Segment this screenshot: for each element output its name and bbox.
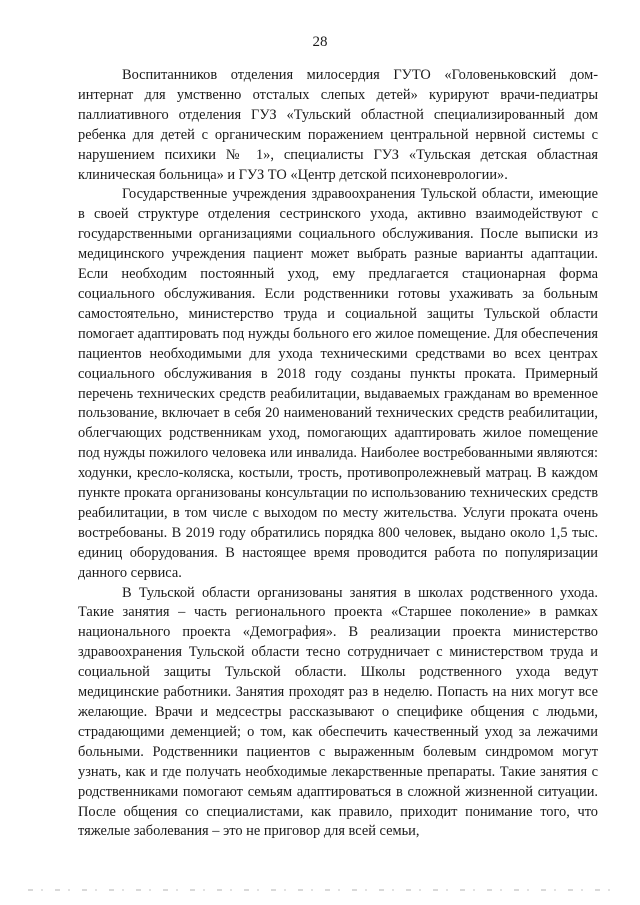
document-body bbox=[78, 66, 598, 842]
paragraph: В Тульской области организованы занятия в школах родственного ухода. Такие занятия – часть регионального проекта «Старшее поколение» в рамках национального проекта «Демография». В реализации проекта министерство здравоохранения Тульской области тесно сотрудничает с министерством труда и социальной защиты Тульской области. Школы родственного ухода ведут медицинские работники. Занятия проходят раз в неделю. Попасть на них могут все желающие. Врачи и медсестры рассказывают о специфике общения с людьми, страдающими деменцией; о том, как обеспечить качественный уход за лежачими больными. Родственники пациентов с выраженным болевым синдромом могут узнать, как и где получать необходимые лекарственные препараты. Такие занятия с родственниками помогают семьям адаптироваться в сложной жизненной ситуации. После общения со специалистами, как правило, приходит понимание того, что тяжелые заболевания – это не приговор для всей семьи, bbox=[78, 584, 598, 840]
scan-artifact-line bbox=[28, 889, 612, 891]
page-number: 28 bbox=[312, 34, 328, 50]
paragraph: Воспитанников отделения милосердия ГУТО «Головеньковский дом-интернат для умственно отсталых слепых детей» курируют врачи-педиатры паллиативного отделения ГУЗ «Тульский областной специализированный дом ребенка для детей с органическим поражением центральной нервной системы с нарушением психики № 1», специалисты ГУЗ «Тульская детская областная клиническая больница» и ГУЗ ТО «Центр детской психоневрологии». bbox=[78, 67, 598, 183]
paragraph: Государственные учреждения здравоохранения Тульской области, имеющие в своей структуре отделения сестринского ухода, активно взаимодействуют с государственными организациями социального обслуживания. После выписки из медицинского учреждения пациент может выбрать разные варианты адаптации. Если необходим постоянный уход, ему предлагается стационарная форма социального обслуживания. Если родственники готовы ухаживать за больным самостоятельно, министерство труда и социальной защиты Тульской области помогает адаптировать под нужды больного его жилое помещение. Для обеспечения пациентов необходимыми для ухода техническими средствами во всех центрах социального обслуживания в 2018 году созданы пункты проката. Примерный перечень технических средств реабилитации, выдаваемых гражданам во временное пользование, включает в себя 20 наименований технических средств реабилитации, облегчающих родственникам уход, помогающих адаптировать жилое помещение под нужды пожилого человека или инвалида. Наиболее востребованными являются: ходунки, кресло-коляска, костыли, трость, противопролежневый матрац. В каждом пункте проката организованы консультации по использованию технических средств реабилитации, в том числе с выходом по месту жительства. Услуги проката очень востребованы. В 2019 году обратились порядка 800 человек, выдано около 1,5 тыс. единиц оборудования. В настоящее время проводится работа по популяризации данного сервиса. bbox=[78, 186, 599, 581]
